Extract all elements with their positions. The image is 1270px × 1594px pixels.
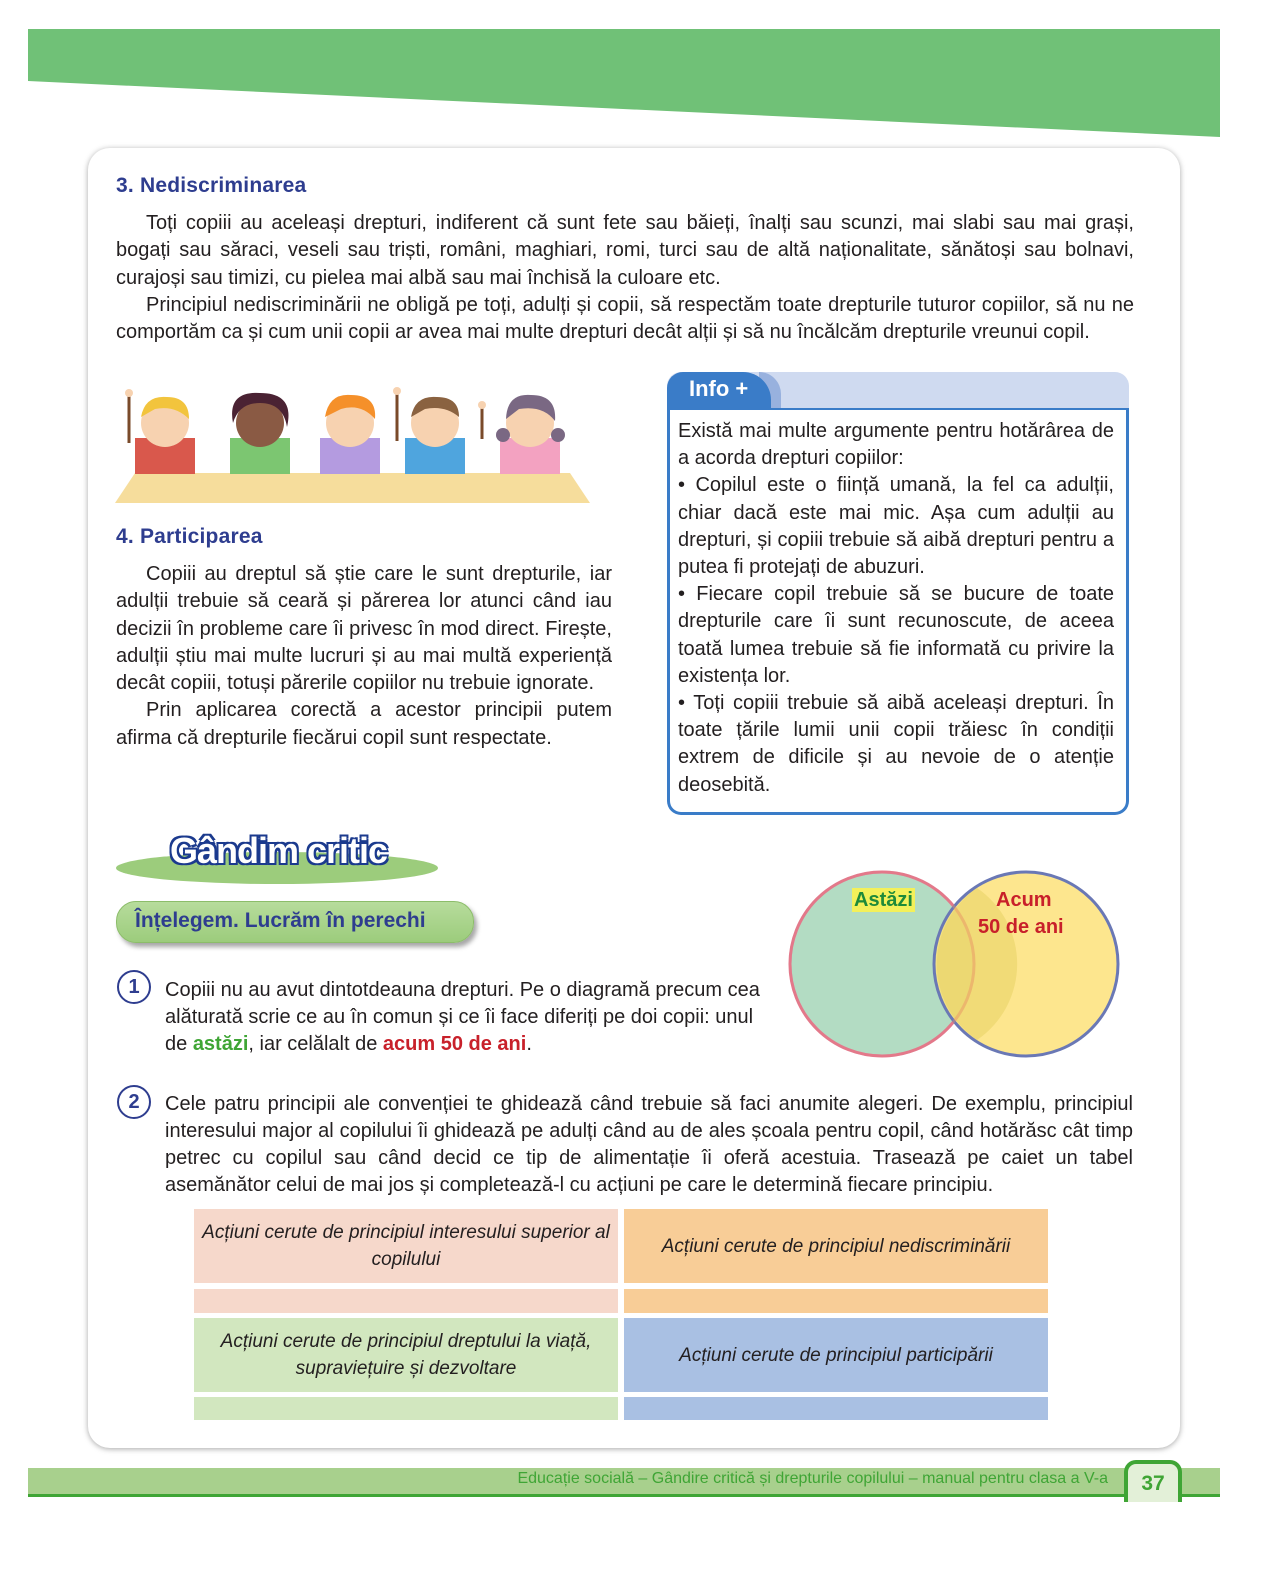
text-segment: . <box>526 1033 532 1055</box>
exercise-1-text <box>165 977 770 1058</box>
page-number: 37 <box>1124 1460 1182 1502</box>
section-3-title: 3. Nediscriminarea <box>116 174 307 197</box>
table-cell-best-interest: Acțiuni cerute de principiul interesului superior al copilului <box>194 1209 618 1283</box>
table-cell-non-discrimination: Acțiuni cerute de principiul nediscriminării <box>624 1209 1048 1283</box>
activity-type-pill <box>116 901 474 943</box>
info-box-body <box>667 408 1129 815</box>
info-text <box>678 418 1114 799</box>
text-segment: Copiii nu au avut dintotdeauna drepturi. Pe o diagramă precum cea alăturată scrie ce au în comun și ce îi face diferiți pe doi copii: unul de <box>165 979 760 1055</box>
venn-diagram <box>788 866 1122 1060</box>
info-bullet: • Fiecare copil trebuie să se bucure de toate drepturile care îi sunt recunoscute, de aceea toată lumea trebuie să fie informată cu privire la existența lor. <box>678 583 1114 687</box>
info-box <box>667 372 1129 812</box>
paragraph: Copiii au dreptul să știe care le sunt drepturile, iar adulții trebuie să ceară și părerea lor atunci când iau decizii în probleme care îi privesc în mod direct. Firește, adulții știu mai multe lucruri și au mai multă experiență decât copiii, totuși părerile copiilor nu trebuie ignorate. <box>116 563 612 695</box>
table-cell-empty <box>194 1289 618 1313</box>
info-box-title: Info + <box>689 376 749 401</box>
venn-label-50-years-line1: Acum <box>996 889 1052 911</box>
info-tab <box>667 372 771 410</box>
info-intro: Există mai multe argumente pentru hotărârea de a acorda drepturi copiilor: <box>678 420 1114 470</box>
paragraph: Principiul nediscriminării ne obligă pe toți, adulți și copii, să respectăm toate drepturile tuturor copiilor, să nu ne comportăm ca și cum unii copii ar avea mai multe drepturi decât alții și să nu încălcăm drepturile vreunui copil. <box>116 293 1134 344</box>
footer-book-title: Educație socială – Gândire critică și drepturile copilului – manual pentru clasa a V-a <box>517 1470 1108 1487</box>
section-4-title: 4. Participarea <box>116 525 263 548</box>
exercise-number-2: 2 <box>117 1085 151 1119</box>
text-segment: , iar celălalt de <box>248 1033 383 1055</box>
info-bullet: • Toți copiii trebuie să aibă aceleași drepturi. În toate țările lumii unii copii trăiesc în condiții extrem de dificile și au nevoie de o atenție deosebită. <box>678 692 1114 796</box>
highlight-today: astăzi <box>192 1033 249 1055</box>
venn-label-today: Astăzi <box>854 889 913 911</box>
section-3-text <box>116 210 1134 346</box>
children-at-desk-illustration <box>115 383 593 505</box>
venn-label-50-years-line2: 50 de ani <box>978 916 1064 938</box>
highlight-50-years-ago: acum 50 de ani <box>382 1033 527 1055</box>
info-bullet: • Copilul este o ființă umană, la fel ca adulții, chiar dacă este mai mic. Așa cum adulții au drepturi, și copiii trebuie să aibă drepturi pentru a putea fi protejați de abuzuri. <box>678 474 1114 579</box>
table-cell-empty <box>624 1397 1048 1420</box>
top-banner <box>0 0 1270 170</box>
section-4-text <box>116 561 612 752</box>
table-cell-empty <box>624 1289 1048 1313</box>
activity-type-label: Înțelegem. Lucrăm în perechi <box>135 909 426 932</box>
table-cell-empty <box>194 1397 618 1420</box>
paragraph: Prin aplicarea corectă a acestor principii putem afirma că drepturile fiecărui copil sunt respectate. <box>116 699 612 749</box>
critical-thinking-title: Gândim critic <box>170 830 388 871</box>
table-cell-participation: Acțiuni cerute de principiul participării <box>624 1318 1048 1392</box>
exercise-2-text: Cele patru principii ale convenției te ghidează când trebuie să faci anumite alegeri. De exemplu, principiul interesului major al copilului îi ghidează pe adulți când au de ales școala pentru copil, când hotărăsc cât timp petrec cu copilul sau când decid ce tip de alimentație îi oferă acestuia. Trasează pe caiet un tabel asemănător celui de mai jos și completează-l cu acțiuni pe care le determină fiecare principiu. <box>165 1093 1133 1196</box>
exercise-number-1: 1 <box>117 970 151 1004</box>
paragraph: Toți copiii au aceleași drepturi, indiferent că sunt fete sau băieți, înalți sau scunzi, mai slabi sau mai grași, bogați sau săraci, veseli sau triști, români, maghiari, romi, turci sau de altă naționalitate, sănătoși sau bolnavi, curajoși sau timizi, cu pielea mai albă sau mai închisă la culoare etc. <box>116 212 1134 289</box>
footer-line <box>28 1494 1220 1497</box>
table-cell-right-to-life: Acțiuni cerute de principiul dreptului la viață, supraviețuire și dezvoltare <box>194 1318 618 1392</box>
